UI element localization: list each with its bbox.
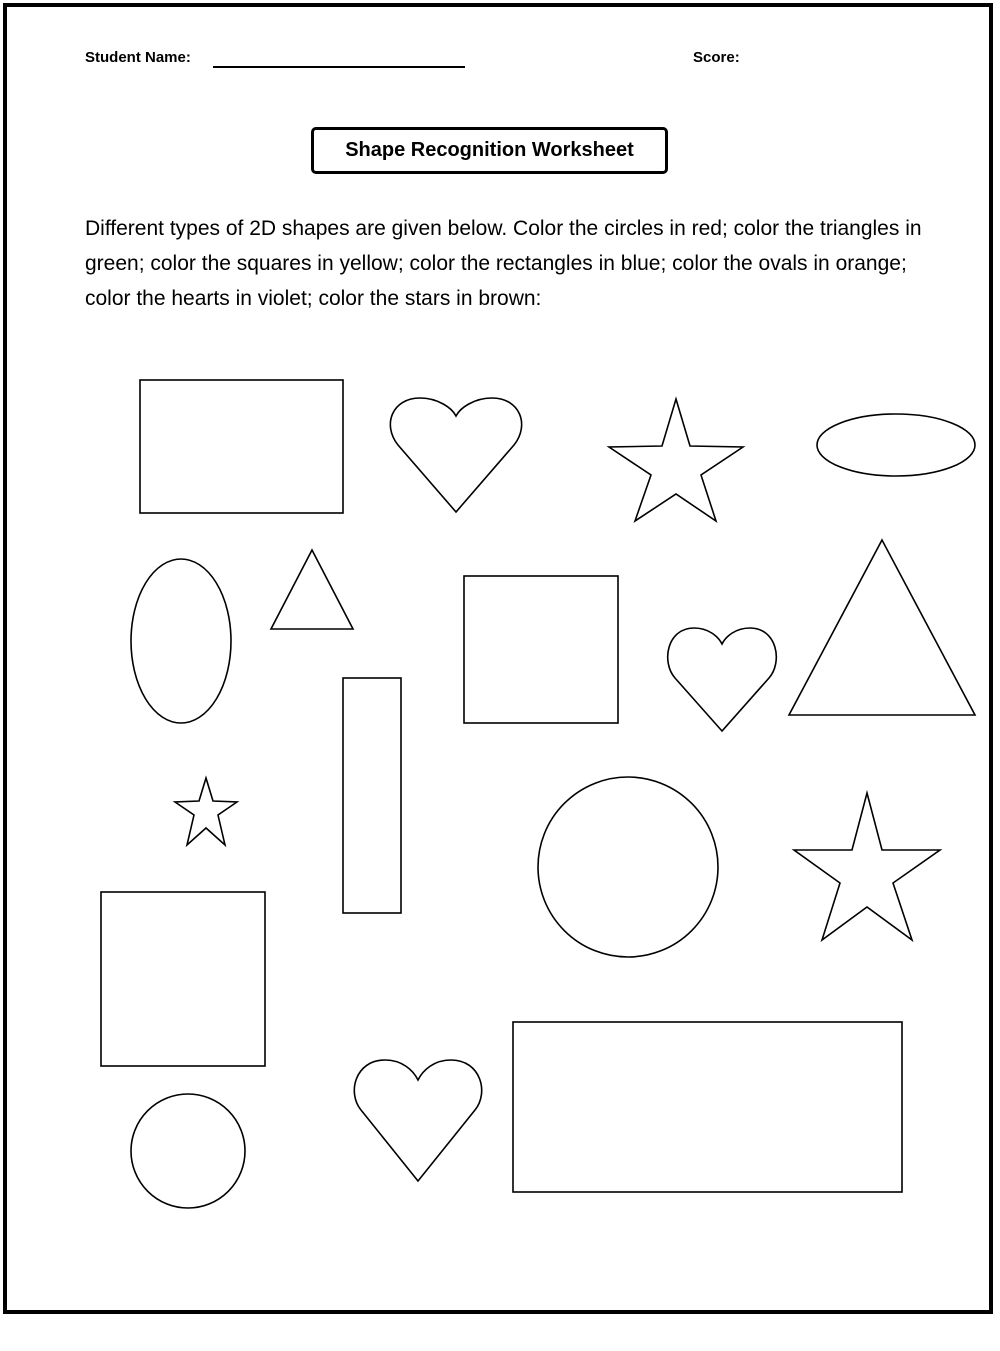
worksheet-title: Shape Recognition Worksheet [311, 127, 668, 174]
star-shape[interactable] [175, 778, 237, 845]
score-label: Score: [693, 49, 740, 66]
heart-shape[interactable] [354, 1060, 481, 1181]
triangle-shape[interactable] [271, 550, 353, 629]
oval-shape[interactable] [817, 414, 975, 476]
heart-shape[interactable] [390, 398, 521, 512]
student-name-label: Student Name: [85, 49, 191, 66]
heart-shape[interactable] [668, 628, 777, 731]
square-shape[interactable] [101, 892, 265, 1066]
oval-shape[interactable] [131, 559, 231, 723]
square-shape[interactable] [464, 576, 618, 723]
instructions-text: Different types of 2D shapes are given below. Color the circles in red; color the triangles in green; color the squares in yellow; color the rectangles in blue; color the ovals in orange; color the hearts in violet; color the stars in brown: [85, 217, 922, 310]
triangle-shape[interactable] [789, 540, 975, 715]
rectangle-shape[interactable] [513, 1022, 902, 1192]
circle-shape[interactable] [131, 1094, 245, 1208]
star-shape[interactable] [794, 793, 940, 940]
star-shape[interactable] [609, 399, 743, 521]
rectangle-shape[interactable] [140, 380, 343, 513]
circle-shape[interactable] [538, 777, 718, 957]
rectangle-shape[interactable] [343, 678, 401, 913]
